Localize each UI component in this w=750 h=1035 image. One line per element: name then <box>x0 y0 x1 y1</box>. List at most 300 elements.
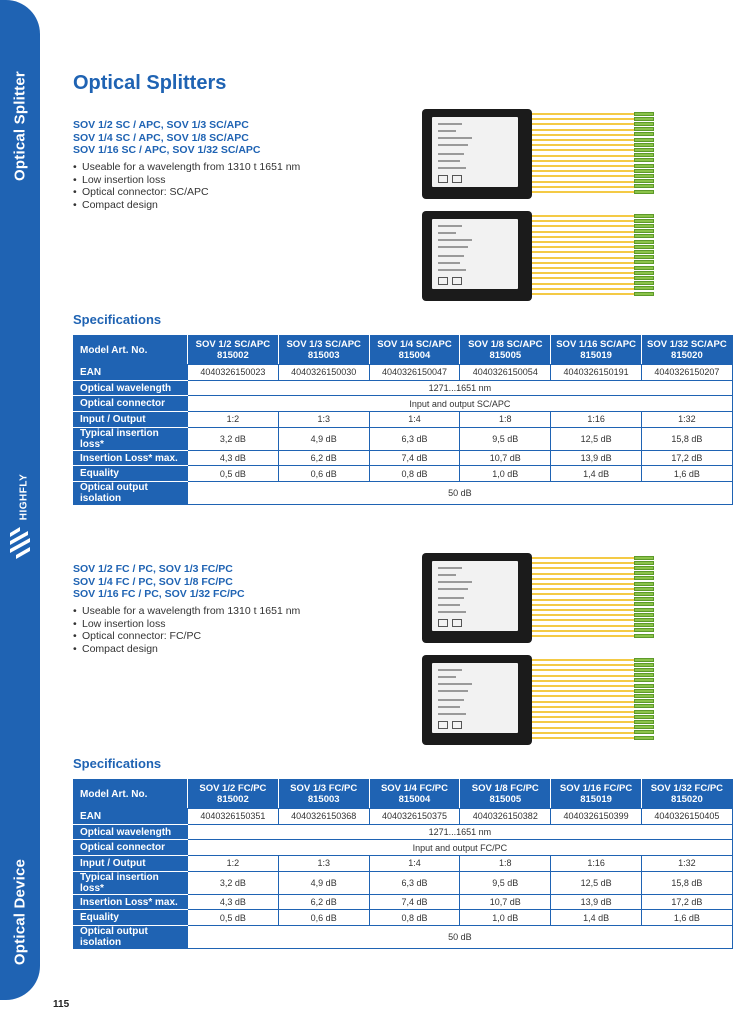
feature-item: • Useable for a wavelength from 1310 t 1651 nm <box>73 161 300 174</box>
brand-logo-text: HIGHFLY <box>18 473 30 521</box>
fiber-connector <box>634 725 654 729</box>
table-cell: 1,0 dB <box>460 466 551 482</box>
table-cell: 1:2 <box>188 856 279 872</box>
table-cell: 4040326150351 <box>188 809 279 825</box>
table-cell: 1:3 <box>278 856 369 872</box>
fiber-connector <box>634 164 654 168</box>
fiber-pigtail <box>532 134 640 136</box>
table-cell: 3,2 dB <box>188 427 279 450</box>
table-row <box>74 412 733 428</box>
fiber-pigtail <box>532 664 640 666</box>
sidebar-category-label: Optical Splitter <box>11 71 29 181</box>
row-label: Optical wavelength <box>74 824 188 840</box>
fiber-pigtail <box>532 557 640 559</box>
product-image-splitter <box>422 553 672 643</box>
table-cell: 0,5 dB <box>188 466 279 482</box>
table-cell: 1:32 <box>641 856 732 872</box>
row-label: Optical wavelength <box>74 380 188 396</box>
fiber-pigtail <box>532 619 640 621</box>
model-column-header <box>641 336 732 365</box>
fiber-pigtail <box>532 144 640 146</box>
table-row <box>74 809 733 825</box>
fiber-pigtail <box>532 113 640 115</box>
fiber-pigtail <box>532 149 640 151</box>
fiber-pigtail <box>532 118 640 120</box>
fiber-connector <box>634 271 654 275</box>
model-column-header <box>551 336 642 365</box>
table-cell: 1:3 <box>278 412 369 428</box>
splitter-box <box>422 553 532 643</box>
table-cell: 1:8 <box>460 856 551 872</box>
model-name: SOV 1/32 SC/APC <box>647 339 727 350</box>
table-cell: 0,5 dB <box>188 910 279 926</box>
model-name: SOV 1/2 SC/APC <box>195 339 271 350</box>
brand-logo-icon <box>6 527 34 563</box>
model-art-no: 815003 <box>307 350 340 361</box>
model-line: SOV 1/2 FC / PC, SOV 1/3 FC/PC <box>73 563 233 575</box>
fiber-connector <box>634 292 654 296</box>
table-cell-spanning: 50 dB <box>188 482 733 505</box>
splitter-label <box>432 117 518 187</box>
table-cell: 12,5 dB <box>551 427 642 450</box>
fiber-connector <box>634 715 654 719</box>
table-cell: 4040326150368 <box>278 809 369 825</box>
model-name: SOV 1/16 FC/PC <box>559 783 633 794</box>
fiber-pigtail <box>532 635 640 637</box>
fiber-pigtail <box>532 170 640 172</box>
row-label: Insertion Loss* max. <box>74 450 188 466</box>
table-cell: 1:32 <box>641 412 732 428</box>
model-line: SOV 1/4 FC / PC, SOV 1/8 FC/PC <box>73 575 233 588</box>
table-cell: 6,3 dB <box>369 871 460 894</box>
model-column-header <box>278 336 369 365</box>
table-cell: 1:16 <box>551 412 642 428</box>
table-corner-label: Model Art. No. <box>74 780 188 809</box>
table-cell: 1:4 <box>369 412 460 428</box>
model-art-no: 815002 <box>217 350 249 361</box>
specifications-heading: Specifications <box>73 312 162 327</box>
fiber-connector <box>634 602 654 606</box>
fiber-pigtail <box>532 721 640 723</box>
row-label: EAN <box>74 809 188 825</box>
fiber-pigtail <box>532 573 640 575</box>
model-name: SOV 1/2 FC/PC <box>199 783 267 794</box>
row-label: Typical insertion loss* <box>74 427 188 450</box>
splitter-box <box>422 655 532 745</box>
model-art-no: 815002 <box>217 794 249 805</box>
fiber-pigtail <box>532 737 640 739</box>
product-image-splitter <box>422 211 672 301</box>
fiber-pigtail <box>532 277 640 279</box>
table-row <box>74 396 733 412</box>
table-row <box>74 466 733 482</box>
fiber-pigtail <box>532 215 640 217</box>
model-name: SOV 1/3 SC/APC <box>286 339 361 350</box>
fiber-pigtail <box>532 630 640 632</box>
feature-item: • Optical connector: SC/APC <box>73 186 300 199</box>
fiber-pigtail <box>532 129 640 131</box>
model-line: SOV 1/16 FC / PC, SOV 1/32 FC/PC <box>73 588 245 600</box>
fiber-connector <box>634 678 654 682</box>
table-cell-spanning: 1271...1651 nm <box>188 380 733 396</box>
fiber-pigtail <box>532 293 640 295</box>
fiber-pigtail <box>532 257 640 259</box>
fiber-pigtail <box>532 562 640 564</box>
fiber-connector <box>634 169 654 173</box>
brand-logo <box>4 475 36 570</box>
table-corner-label: Model Art. No. <box>74 336 188 365</box>
model-column-header <box>369 780 460 809</box>
fiber-connector <box>634 234 654 238</box>
fiber-connector <box>634 663 654 667</box>
table-row <box>74 926 733 949</box>
table-cell: 15,8 dB <box>641 427 732 450</box>
fiber-pigtail <box>532 241 640 243</box>
row-label: EAN <box>74 365 188 381</box>
splitter-box <box>422 109 532 199</box>
table-row <box>74 365 733 381</box>
fiber-connector <box>634 623 654 627</box>
fiber-pigtail <box>532 604 640 606</box>
fiber-pigtail <box>532 175 640 177</box>
feature-item: • Useable for a wavelength from 1310 t 1651 nm <box>73 605 300 618</box>
fiber-connector <box>634 668 654 672</box>
sidebar-section-label: Optical Device <box>11 858 29 966</box>
fiber-connector <box>634 158 654 162</box>
fiber-connector <box>634 174 654 178</box>
table-cell: 1,4 dB <box>551 466 642 482</box>
fiber-pigtail <box>532 701 640 703</box>
fiber-connector <box>634 245 654 249</box>
table-cell: 13,9 dB <box>551 894 642 910</box>
fiber-pigtail <box>532 123 640 125</box>
fiber-connector <box>634 597 654 601</box>
specifications-heading: Specifications <box>73 756 162 771</box>
table-cell: 15,8 dB <box>641 871 732 894</box>
model-art-no: 815019 <box>580 794 612 805</box>
feature-item: • Compact design <box>73 643 300 656</box>
table-cell: 17,2 dB <box>641 450 732 466</box>
feature-item: • Compact design <box>73 199 300 212</box>
fiber-connector <box>634 618 654 622</box>
fiber-pigtail <box>532 659 640 661</box>
fiber-pigtail <box>532 695 640 697</box>
fiber-connector <box>634 592 654 596</box>
fiber-pigtail <box>532 593 640 595</box>
model-column-header <box>369 336 460 365</box>
fiber-pigtail <box>532 583 640 585</box>
fiber-connector <box>634 281 654 285</box>
table-cell: 4040326150405 <box>641 809 732 825</box>
fiber-connector <box>634 613 654 617</box>
feature-item: • Optical connector: FC/PC <box>73 630 300 643</box>
fiber-pigtail <box>532 614 640 616</box>
table-cell: 4040326150191 <box>551 365 642 381</box>
table-row <box>74 910 733 926</box>
feature-list <box>73 161 300 211</box>
feature-item: • Low insertion loss <box>73 174 300 187</box>
fiber-pigtail <box>532 246 640 248</box>
table-cell: 6,2 dB <box>278 894 369 910</box>
page-title: Optical Splitters <box>73 72 227 94</box>
model-line: SOV 1/2 SC / APC, SOV 1/3 SC/APC <box>73 119 249 131</box>
model-art-no: 815003 <box>307 794 340 805</box>
model-name: SOV 1/8 FC/PC <box>471 783 539 794</box>
table-cell: 4040326150382 <box>460 809 551 825</box>
fiber-pigtail <box>532 599 640 601</box>
fiber-pigtail <box>532 251 640 253</box>
table-cell: 4,9 dB <box>278 871 369 894</box>
model-column-header <box>551 780 642 809</box>
fiber-connector <box>634 184 654 188</box>
table-cell: 13,9 dB <box>551 450 642 466</box>
fiber-connector <box>634 704 654 708</box>
fiber-connector <box>634 566 654 570</box>
model-name: SOV 1/32 FC/PC <box>650 783 724 794</box>
table-cell: 0,6 dB <box>278 910 369 926</box>
product-image-splitter <box>422 109 672 199</box>
page-number: 115 <box>53 999 70 1010</box>
splitter-label <box>432 663 518 733</box>
model-name: SOV 1/8 SC/APC <box>468 339 543 350</box>
table-row <box>74 894 733 910</box>
specifications-table <box>73 779 733 949</box>
model-art-no: 815020 <box>671 794 703 805</box>
row-label: Optical connector <box>74 396 188 412</box>
fiber-pigtail <box>532 225 640 227</box>
fiber-connector <box>634 587 654 591</box>
table-cell-spanning: 1271...1651 nm <box>188 824 733 840</box>
fiber-connector <box>634 710 654 714</box>
table-cell: 12,5 dB <box>551 871 642 894</box>
table-cell: 0,6 dB <box>278 466 369 482</box>
table-cell: 4040326150399 <box>551 809 642 825</box>
fiber-pigtail <box>532 288 640 290</box>
feature-list <box>73 605 300 655</box>
table-cell: 7,4 dB <box>369 894 460 910</box>
model-column-header <box>460 336 551 365</box>
table-cell: 4,3 dB <box>188 450 279 466</box>
table-cell: 9,5 dB <box>460 871 551 894</box>
fiber-connector <box>634 179 654 183</box>
fiber-pigtail <box>532 588 640 590</box>
fiber-connector <box>634 286 654 290</box>
table-cell-spanning: Input and output FC/PC <box>188 840 733 856</box>
fiber-connector <box>634 582 654 586</box>
fiber-connector <box>634 148 654 152</box>
fiber-connector <box>634 689 654 693</box>
model-art-no: 815020 <box>671 350 703 361</box>
fiber-connector <box>634 122 654 126</box>
fiber-pigtail <box>532 578 640 580</box>
table-row <box>74 824 733 840</box>
table-cell: 1,6 dB <box>641 466 732 482</box>
table-cell: 4,3 dB <box>188 894 279 910</box>
fiber-connector <box>634 229 654 233</box>
model-line: SOV 1/16 SC / APC, SOV 1/32 SC/APC <box>73 144 261 156</box>
fiber-pigtail <box>532 272 640 274</box>
table-cell: 4040326150375 <box>369 809 460 825</box>
fiber-connector <box>634 608 654 612</box>
table-cell: 10,7 dB <box>460 450 551 466</box>
fiber-pigtail <box>532 231 640 233</box>
fiber-connector <box>634 117 654 121</box>
table-header-row <box>74 780 733 809</box>
feature-item: • Low insertion loss <box>73 618 300 631</box>
fiber-pigtail <box>532 155 640 157</box>
fiber-pigtail <box>532 609 640 611</box>
fiber-pigtail <box>532 716 640 718</box>
fiber-connector <box>634 132 654 136</box>
fiber-connector <box>634 634 654 638</box>
specifications-table <box>73 335 733 505</box>
model-name: SOV 1/3 FC/PC <box>290 783 358 794</box>
row-label: Input / Output <box>74 412 188 428</box>
fiber-pigtail <box>532 181 640 183</box>
table-cell: 7,4 dB <box>369 450 460 466</box>
fiber-pigtail <box>532 139 640 141</box>
model-art-no: 815004 <box>398 350 431 361</box>
table-cell: 1:2 <box>188 412 279 428</box>
splitter-label <box>432 219 518 289</box>
table-cell: 1,6 dB <box>641 910 732 926</box>
model-list <box>73 119 261 157</box>
fiber-connector <box>634 576 654 580</box>
table-row <box>74 427 733 450</box>
fiber-pigtail <box>532 711 640 713</box>
table-header-row <box>74 336 733 365</box>
table-cell: 4040326150047 <box>369 365 460 381</box>
fiber-pigtail <box>532 727 640 729</box>
fiber-pigtail <box>532 732 640 734</box>
fiber-pigtail <box>532 165 640 167</box>
fiber-pigtail <box>532 191 640 193</box>
model-column-header <box>641 780 732 809</box>
table-cell-spanning: Input and output SC/APC <box>188 396 733 412</box>
fiber-connector <box>634 571 654 575</box>
fiber-pigtail <box>532 675 640 677</box>
fiber-connector <box>634 224 654 228</box>
fiber-pigtail <box>532 283 640 285</box>
table-cell: 1,4 dB <box>551 910 642 926</box>
product-image-splitter <box>422 655 672 745</box>
fiber-connector <box>634 214 654 218</box>
table-cell: 6,3 dB <box>369 427 460 450</box>
model-name: SOV 1/4 SC/APC <box>377 339 452 350</box>
model-art-no: 815004 <box>398 794 431 805</box>
model-list <box>73 563 245 601</box>
fiber-pigtail <box>532 160 640 162</box>
row-label: Input / Output <box>74 856 188 872</box>
fiber-pigtail <box>532 625 640 627</box>
fiber-pigtail <box>532 567 640 569</box>
fiber-connector <box>634 730 654 734</box>
fiber-connector <box>634 699 654 703</box>
table-row <box>74 840 733 856</box>
fiber-connector <box>634 694 654 698</box>
fiber-connector <box>634 127 654 131</box>
sidebar <box>0 0 40 1035</box>
table-cell: 0,8 dB <box>369 466 460 482</box>
fiber-pigtail <box>532 262 640 264</box>
table-cell: 1:4 <box>369 856 460 872</box>
fiber-connector <box>634 138 654 142</box>
model-column-header <box>278 780 369 809</box>
splitter-label <box>432 561 518 631</box>
model-column-header <box>188 780 279 809</box>
table-cell: 1,0 dB <box>460 910 551 926</box>
table-cell: 0,8 dB <box>369 910 460 926</box>
model-line: SOV 1/4 SC / APC, SOV 1/8 SC/APC <box>73 131 249 144</box>
fiber-connector <box>634 628 654 632</box>
table-cell: 10,7 dB <box>460 894 551 910</box>
fiber-connector <box>634 143 654 147</box>
fiber-pigtail <box>532 706 640 708</box>
fiber-connector <box>634 250 654 254</box>
fiber-connector <box>634 556 654 560</box>
table-cell: 1:8 <box>460 412 551 428</box>
fiber-pigtail <box>532 680 640 682</box>
fiber-pigtail <box>532 267 640 269</box>
fiber-connector <box>634 720 654 724</box>
fiber-connector <box>634 276 654 280</box>
table-cell: 1:16 <box>551 856 642 872</box>
table-cell: 9,5 dB <box>460 427 551 450</box>
fiber-pigtail <box>532 220 640 222</box>
table-row <box>74 856 733 872</box>
row-label: Optical output isolation <box>74 482 188 505</box>
fiber-connector <box>634 153 654 157</box>
table-cell-spanning: 50 dB <box>188 926 733 949</box>
table-row <box>74 482 733 505</box>
fiber-connector <box>634 561 654 565</box>
fiber-connector <box>634 255 654 259</box>
model-art-no: 815005 <box>489 794 522 805</box>
table-cell: 3,2 dB <box>188 871 279 894</box>
fiber-connector <box>634 219 654 223</box>
fiber-pigtail <box>532 669 640 671</box>
model-column-header <box>188 336 279 365</box>
fiber-connector <box>634 260 654 264</box>
model-column-header <box>460 780 551 809</box>
table-row <box>74 380 733 396</box>
fiber-connector <box>634 240 654 244</box>
table-row <box>74 450 733 466</box>
fiber-connector <box>634 658 654 662</box>
model-name: SOV 1/16 SC/APC <box>556 339 636 350</box>
fiber-connector <box>634 112 654 116</box>
row-label: Equality <box>74 910 188 926</box>
table-cell: 4040326150054 <box>460 365 551 381</box>
table-cell: 4040326150030 <box>278 365 369 381</box>
table-row <box>74 871 733 894</box>
row-label: Optical output isolation <box>74 926 188 949</box>
table-cell: 4040326150023 <box>188 365 279 381</box>
table-cell: 17,2 dB <box>641 894 732 910</box>
splitter-box <box>422 211 532 301</box>
model-art-no: 815005 <box>489 350 522 361</box>
table-cell: 6,2 dB <box>278 450 369 466</box>
table-cell: 4,9 dB <box>278 427 369 450</box>
model-art-no: 815019 <box>580 350 612 361</box>
row-label: Insertion Loss* max. <box>74 894 188 910</box>
fiber-connector <box>634 190 654 194</box>
fiber-connector <box>634 684 654 688</box>
fiber-pigtail <box>532 685 640 687</box>
fiber-connector <box>634 266 654 270</box>
fiber-connector <box>634 673 654 677</box>
fiber-pigtail <box>532 186 640 188</box>
